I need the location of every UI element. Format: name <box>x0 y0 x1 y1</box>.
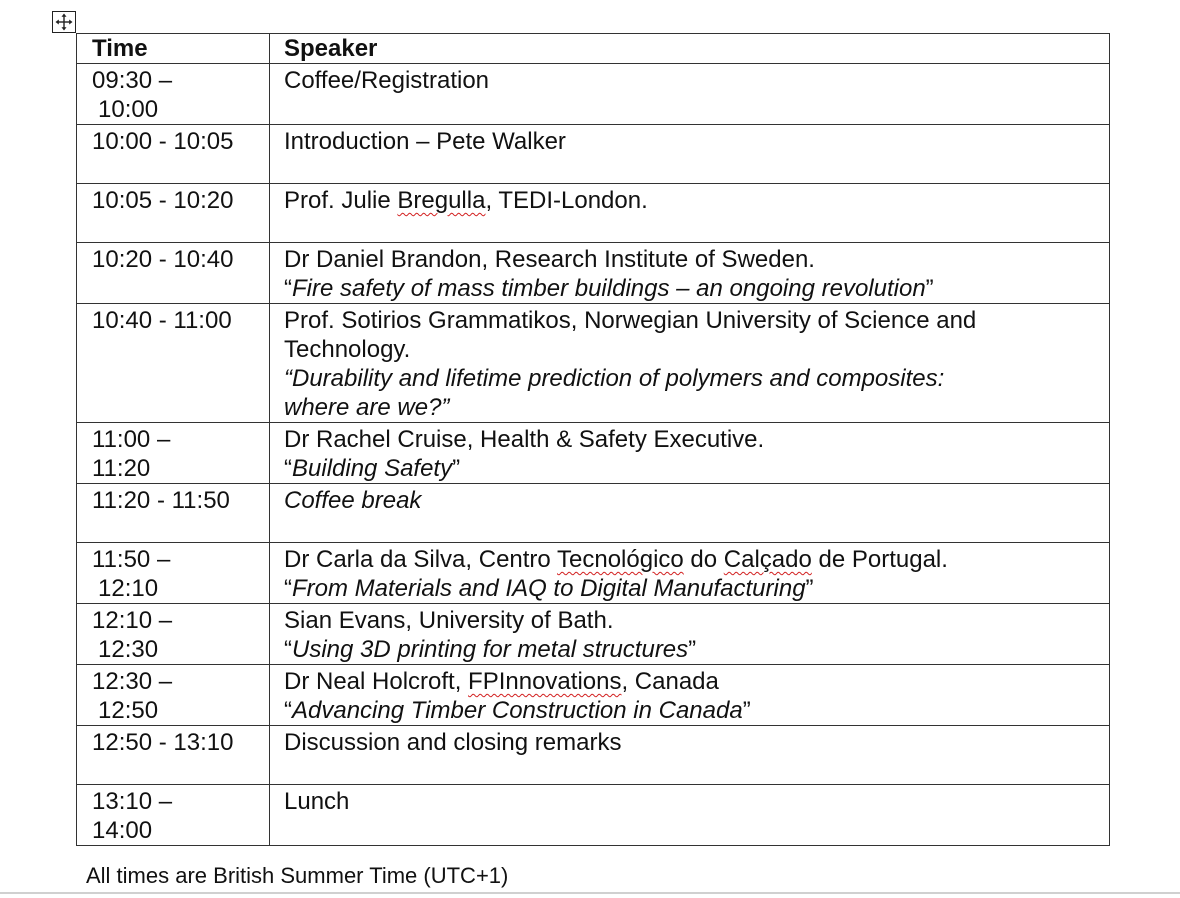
speaker-text: Prof. Sotirios Grammatikos, Norwegian University of Science and <box>284 307 977 334</box>
time-cell <box>77 543 270 604</box>
speaker-part: Dr Carla da Silva, Centro <box>284 546 557 573</box>
time-end: 10:00 <box>98 96 159 123</box>
time-range: 10:00 - 10:05 <box>92 128 234 155</box>
time-range: 11:20 - 11:50 <box>92 487 230 514</box>
talk-title: “Durability and lifetime prediction of polymers and composites: <box>284 365 945 392</box>
time-start: 11:50 – <box>92 546 171 573</box>
talk-title: where are we?” <box>284 394 450 421</box>
table-row <box>77 304 1110 423</box>
speaker-cell <box>270 785 1110 846</box>
page-divider <box>0 892 1180 894</box>
speaker-cell <box>270 484 1110 543</box>
speaker-text <box>284 667 1101 696</box>
time-start: 13:10 – <box>92 788 173 815</box>
time-cell <box>77 726 270 785</box>
talk-title: Advancing Timber Construction in Canada <box>292 697 743 724</box>
table-row <box>77 785 1110 846</box>
speaker-cell <box>270 423 1110 484</box>
speaker-part: , Canada <box>621 668 719 695</box>
talk-title-line: “Advancing Timber Construction in Canada” <box>284 697 751 724</box>
speaker-cell <box>270 64 1110 125</box>
talk-title: Building Safety <box>292 455 453 482</box>
speaker-part: do <box>683 546 724 573</box>
time-cell <box>77 125 270 184</box>
talk-title-line: “From Materials and IAQ to Digital Manufacturing” <box>284 575 814 602</box>
talk-title: From Materials and IAQ to Digital Manufacturing <box>292 575 806 602</box>
spellcheck-flagged-word[interactable]: Tecnológico <box>557 546 684 573</box>
time-cell <box>77 184 270 243</box>
speaker-cell <box>270 726 1110 785</box>
speaker-text: Coffee break <box>284 487 422 514</box>
table-row <box>77 543 1110 604</box>
table-row <box>77 243 1110 304</box>
speaker-part: de Portugal. <box>811 546 948 573</box>
time-start: 09:30 – <box>92 67 173 94</box>
time-end: 12:50 <box>98 697 159 724</box>
talk-title: Using 3D printing for metal structures <box>292 636 689 663</box>
speaker-text: Introduction – Pete Walker <box>284 128 566 155</box>
speaker-part: Dr Neal Holcroft, <box>284 668 469 695</box>
table-row <box>77 64 1110 125</box>
speaker-text <box>284 545 1101 574</box>
spellcheck-flagged-word[interactable]: Calçado <box>723 546 812 573</box>
speaker-cell <box>270 665 1110 726</box>
time-range: 10:05 - 10:20 <box>92 187 234 214</box>
speaker-cell <box>270 304 1110 423</box>
time-end: 12:10 <box>98 575 159 602</box>
time-end: 11:20 <box>92 455 151 482</box>
speaker-text: Coffee/Registration <box>284 67 490 94</box>
table-row <box>77 665 1110 726</box>
time-cell <box>77 604 270 665</box>
talk-title-line: “Fire safety of mass timber buildings – an ongoing revolution” <box>284 275 934 302</box>
time-cell <box>77 665 270 726</box>
speaker-text: Sian Evans, University of Bath. <box>284 607 614 634</box>
time-cell <box>77 304 270 423</box>
speaker-cell <box>270 125 1110 184</box>
header-speaker: Speaker <box>270 34 1110 64</box>
speaker-part: , TEDI-London. <box>485 187 648 214</box>
table-row <box>77 604 1110 665</box>
spellcheck-flagged-word[interactable]: Bregulla <box>397 187 486 214</box>
speaker-cell <box>270 604 1110 665</box>
talk-title-line: “Using 3D printing for metal structures” <box>284 636 697 663</box>
talk-title: Fire safety of mass timber buildings – an ongoing revolution <box>292 275 926 302</box>
table-row <box>77 484 1110 543</box>
talk-title-line: “Building Safety” <box>284 455 461 482</box>
speaker-cell <box>270 184 1110 243</box>
table-header-row <box>77 34 1110 64</box>
time-end: 12:30 <box>98 636 159 663</box>
move-arrows-icon[interactable] <box>52 11 76 33</box>
timezone-footnote: All times are British Summer Time (UTC+1) <box>86 863 509 888</box>
time-end: 14:00 <box>92 817 153 844</box>
time-start: 12:30 – <box>92 668 173 695</box>
table-row <box>77 423 1110 484</box>
header-time: Time <box>77 34 270 64</box>
speaker-cell <box>270 543 1110 604</box>
agenda-table <box>76 33 1110 846</box>
time-range: 12:50 - 13:10 <box>92 729 234 756</box>
table-row <box>77 726 1110 785</box>
speaker-text: Discussion and closing remarks <box>284 729 622 756</box>
table-row <box>77 125 1110 184</box>
time-start: 11:00 – <box>92 426 171 453</box>
spellcheck-flagged-word[interactable]: FPInnovations <box>468 668 622 695</box>
time-range: 10:20 - 10:40 <box>92 246 234 273</box>
speaker-text: Dr Daniel Brandon, Research Institute of Sweden. <box>284 246 815 273</box>
speaker-text: Dr Rachel Cruise, Health & Safety Executive. <box>284 426 765 453</box>
speaker-text: Lunch <box>284 788 350 815</box>
speaker-text: Technology. <box>284 336 411 363</box>
time-cell <box>77 484 270 543</box>
time-cell <box>77 243 270 304</box>
time-range: 10:40 - 11:00 <box>92 307 232 334</box>
table-row <box>77 184 1110 243</box>
speaker-text <box>284 186 1101 215</box>
time-cell <box>77 64 270 125</box>
time-start: 12:10 – <box>92 607 173 634</box>
time-cell <box>77 423 270 484</box>
time-cell <box>77 785 270 846</box>
speaker-part: Prof. Julie <box>284 187 398 214</box>
speaker-cell <box>270 243 1110 304</box>
